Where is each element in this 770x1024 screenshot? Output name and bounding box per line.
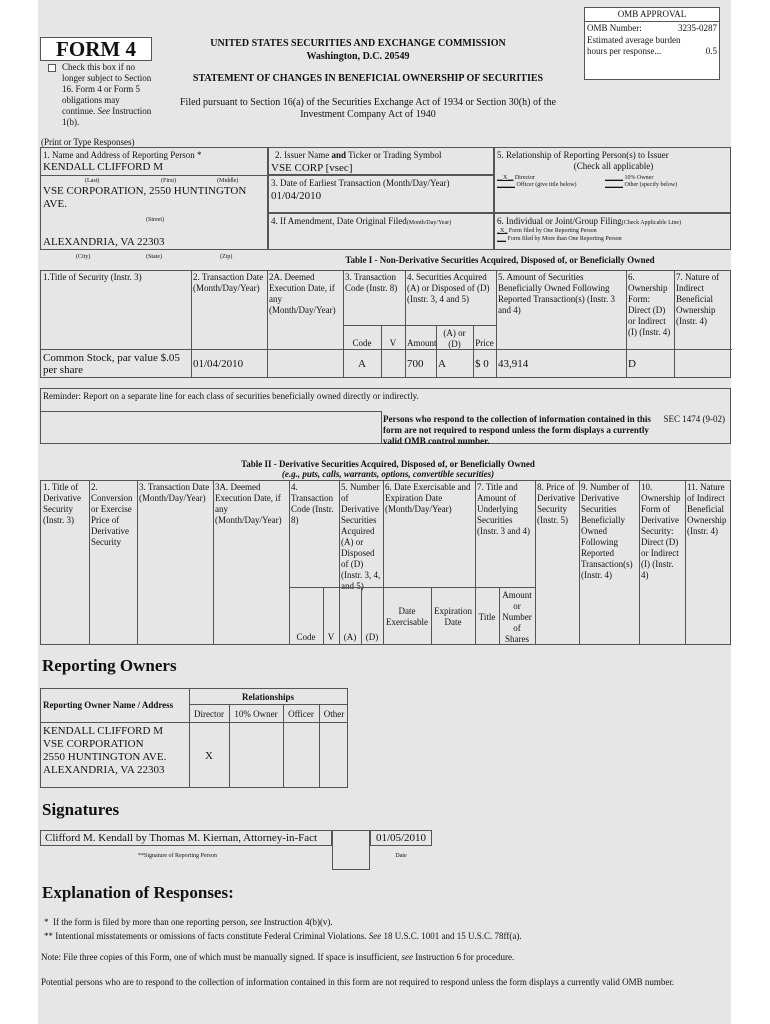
ro-owner-line: 2550 HUNTINGTON AVE. [43, 751, 167, 763]
t1-row-owned: 43,914 [498, 358, 529, 370]
t2-sub-code: Code [296, 632, 316, 642]
filed-pursuant-2: Investment Company Act of 1940 [300, 109, 436, 120]
officer-option[interactable]: ______ Officer (give title below) [497, 182, 577, 188]
t2-c7: 7. Title and Amount of Underlying Securities (Instr. 3 and 4) [477, 482, 530, 536]
filing-label: 6. Individual or Joint/Group Filing(Check Applicable Line) [497, 216, 682, 226]
first-caption: (First) [161, 178, 176, 184]
t2-c11: 11. Nature of Indirect Beneficial Ownership (Instr. 4) [687, 482, 727, 536]
issuer-value: VSE CORP [vsec] [271, 162, 353, 174]
reporting-person-label: 1. Name and Address of Reporting Person * [43, 150, 202, 160]
ten-pct-option[interactable]: ______ 10% Owner [605, 175, 654, 181]
t1-col7: 7. Nature of Indirect Beneficial Ownership (Instr. 4) [676, 272, 720, 326]
ro-owner-line: KENDALL CLIFFORD M [43, 725, 163, 737]
t1-col2: 2. Transaction Date (Month/Day/Year) [193, 272, 264, 293]
director-option[interactable]: __X__ Director [497, 175, 535, 181]
t1-col4: 4. Securities Acquired (A) or Disposed of (D) (Instr. 3, 4 and 5) [407, 272, 490, 304]
state-caption: (State) [146, 254, 162, 260]
t1-col5: 5. Amount of Securities Beneficially Owned Following Reported Transaction(s) (Instr. 3 and 4) [498, 272, 615, 315]
reporting-person-box [40, 147, 268, 250]
statement-title: STATEMENT OF CHANGES IN BENEFICIAL OWNERSHIP OF SECURITIES [192, 73, 544, 84]
omb-number: 3235-0287 [678, 23, 717, 33]
t1-row-amount: 700 [407, 358, 424, 370]
other-option[interactable]: ______ Other (specify below) [605, 182, 678, 188]
t2-c5: 5. Number of Derivative Securities Acquired (A) or Disposed of (D) (Instr. 3, 4, and 5) [341, 482, 381, 591]
reporting-owners-table [40, 688, 348, 788]
omb-number-row [585, 22, 719, 35]
date-caption: Date [395, 853, 407, 859]
ro-owner-line: VSE CORPORATION [43, 738, 144, 750]
section16-checkbox[interactable] [48, 64, 56, 72]
t2-c3: 3. Transaction Date (Month/Day/Year) [139, 482, 210, 503]
omb-hours: 0.5 [705, 46, 717, 56]
print-type-note: (Print or Type Responses) [41, 137, 135, 147]
sec-code: SEC 1474 (9-02) [663, 414, 725, 424]
t1-col2a: 2A. Deemed Execution Date, if any (Month/Day/Year) [269, 272, 336, 315]
relationship-sub: (Check all applicable) [573, 161, 654, 171]
t2-sub-v: V [327, 632, 335, 642]
form-title-box [40, 37, 152, 61]
omb-title: OMB APPROVAL [585, 8, 719, 22]
t1-col6: 6. Ownership Form: Direct (D) or Indirect (I) (Instr. 4) [628, 272, 671, 337]
signature-date: 01/05/2010 [375, 832, 427, 844]
t1-col3: 3. Transaction Code (Instr. 8) [345, 272, 398, 293]
t2-c6: 6. Date Exercisable and Expiration Date (Month/Day/Year) [385, 482, 471, 514]
date-box [370, 830, 432, 846]
omb-hours-row [585, 46, 719, 57]
t1-row-form: D [628, 358, 636, 370]
ro-director: Director [194, 709, 224, 719]
reporting-address: VSE CORPORATION, 2550 HUNTINGTON AVE. [43, 185, 247, 210]
t2-sub-d: (D) [365, 632, 379, 642]
earliest-date-box [268, 175, 494, 213]
signature-caption: **Signature of Reporting Person [138, 853, 217, 859]
ro-col-name: Reporting Owner Name / Address [43, 700, 174, 710]
explanation-heading: Explanation of Responses: [42, 883, 234, 902]
middle-caption: (Middle) [217, 178, 239, 184]
omb-box [584, 7, 720, 80]
reporting-owners-heading: Reporting Owners [42, 656, 177, 675]
t2-c8: 8. Price of Derivative Security (Instr. 5) [537, 482, 575, 525]
ro-other: Other [323, 709, 345, 719]
ro-relationships: Relationships [241, 692, 294, 702]
note-1: * If the form is filed by more than one reporting person, see Instruction 4(b)(v). [44, 917, 333, 927]
t1-sub-code: Code [352, 338, 372, 348]
note-2: ** Intentional misstatements or omissions of facts constitute Federal Criminal Violations. See 18 U.S.C. 1001 and 15 U.S.C. 78ff(a). [44, 931, 522, 941]
amendment-label: 4. If Amendment, Date Original Filed(Month/Day/Year) [271, 216, 452, 226]
persons-notice: Persons who respond to the collection of information contained in this form are not required to respond unless the form displays a currently valid OMB control number. [383, 414, 651, 446]
ro-owner-line: ALEXANDRIA, VA 22303 [43, 764, 165, 776]
t2-c2: 2. Conversion or Exercise Price of Derivative Security [91, 482, 133, 547]
agency-location: Washington, D.C. 20549 [306, 51, 410, 62]
zip-caption: (Zip) [220, 254, 233, 260]
t2-sub-exercisable: Date Exercisable [386, 606, 428, 627]
filed-pursuant-1: Filed pursuant to Section 16(a) of the Securities Exchange Act of 1934 or Section 30(h) of the [179, 97, 557, 108]
t2-sub-title: Title [478, 612, 496, 622]
agency-name: UNITED STATES SECURITIES AND EXCHANGE COMMISSION [210, 38, 506, 49]
note-4: Potential persons who are to respond to the collection of information contained in this form are not required to respond unless the form displays a currently valid OMB number. [41, 977, 675, 987]
note-3: Note: File three copies of this Form, one of which must be manually signed. If space is insufficient, see Instruction 6 for procedure. [41, 952, 515, 962]
omb-burden: Estimated average burden [587, 35, 681, 45]
filing-box [494, 213, 731, 250]
earliest-date-label: 3. Date of Earliest Transaction (Month/Day/Year) [271, 178, 450, 188]
reporting-person-name: KENDALL CLIFFORD M [43, 161, 163, 173]
table2-title: Table II - Derivative Securities Acquired, Disposed of, or Beneficially Owned [241, 459, 535, 469]
form4-page [38, 0, 731, 1024]
last-caption: (Last) [85, 178, 100, 184]
signatures-heading: Signatures [42, 800, 120, 819]
section16-text: Check this box if no longer subject to Section 16. Form 4 or Form 5 obligations may continue. See Instruction 1(b). [62, 62, 152, 127]
ro-ten-pct: 10% Owner [234, 709, 278, 719]
omb-number-label: OMB Number: [587, 23, 642, 33]
form-title: FORM 4 [56, 37, 136, 61]
t2-sub-a: (A) [343, 632, 357, 642]
ro-officer: Officer [288, 709, 314, 719]
t2-sub-amount: Amount or Number of Shares [502, 590, 532, 644]
filing-more-option[interactable]: ___ Form filed by More than One Reporting Person [497, 236, 622, 242]
table2 [40, 480, 731, 645]
reporting-city: ALEXANDRIA, VA 22303 [43, 236, 165, 248]
table1 [40, 270, 731, 378]
t2-c3a: 3A. Deemed Execution Date, if any (Month/Day/Year) [215, 482, 282, 525]
signature-box [40, 830, 332, 846]
street-caption: (Street) [146, 217, 164, 223]
t2-c10: 10. Ownership Form of Derivative Security: Direct (D) or Indirect (I) (Instr. 4) [641, 482, 681, 580]
t1-row-code: A [358, 358, 366, 370]
t1-sub-amount: Amount [407, 338, 437, 348]
signer-name: Clifford M. Kendall by Thomas M. Kiernan, Attorney-in-Fact [45, 832, 318, 844]
ro-owner-address [41, 724, 189, 778]
reminder-text: Reminder: Report on a separate line for each class of securities beneficially owned directly or indirectly. [43, 391, 419, 401]
t1-col1: 1.Title of Security (Instr. 3) [43, 272, 142, 282]
city-caption: (City) [76, 254, 91, 260]
t2-c4: 4. Transaction Code (Instr. 8) [291, 482, 334, 525]
omb-hours-label: hours per response... [587, 46, 662, 56]
t2-sub-expiration: Expiration Date [434, 606, 472, 627]
t1-row-security: Common Stock, par value $.05 per share [43, 352, 180, 376]
reminder-box [40, 388, 731, 444]
t2-c1: 1. Title of Derivative Security (Instr. 3) [43, 482, 81, 525]
relationship-label: 5. Relationship of Reporting Person(s) to Issuer [497, 150, 669, 160]
filing-one-option[interactable]: _X_ Form filed by One Reporting Person [497, 228, 597, 234]
signature-spacer [332, 830, 370, 870]
t1-row-price: $ 0 [475, 358, 489, 370]
t1-sub-v: V [389, 338, 397, 348]
t1-sub-ad: (A) or (D) [443, 328, 466, 349]
relationship-box [494, 147, 731, 213]
table2-subtitle: (e.g., puts, calls, warrants, options, convertible securities) [281, 469, 495, 479]
table1-title: Table I - Non-Derivative Securities Acquired, Disposed of, or Beneficially Owned [345, 255, 655, 265]
t1-row-ad: A [438, 358, 446, 370]
issuer-box [268, 147, 494, 175]
t1-row-date: 01/04/2010 [193, 358, 244, 370]
earliest-date-value: 01/04/2010 [271, 190, 322, 202]
issuer-label: 2. Issuer Name and Ticker or Trading Symbol [275, 150, 442, 160]
t2-c9: 9. Number of Derivative Securities Beneficially Owned Following Reported Transaction(s) (Instr. 4) [581, 482, 633, 580]
ro-director-mark: X [205, 750, 213, 762]
t1-sub-price: Price [475, 338, 494, 348]
amendment-box [268, 213, 494, 250]
